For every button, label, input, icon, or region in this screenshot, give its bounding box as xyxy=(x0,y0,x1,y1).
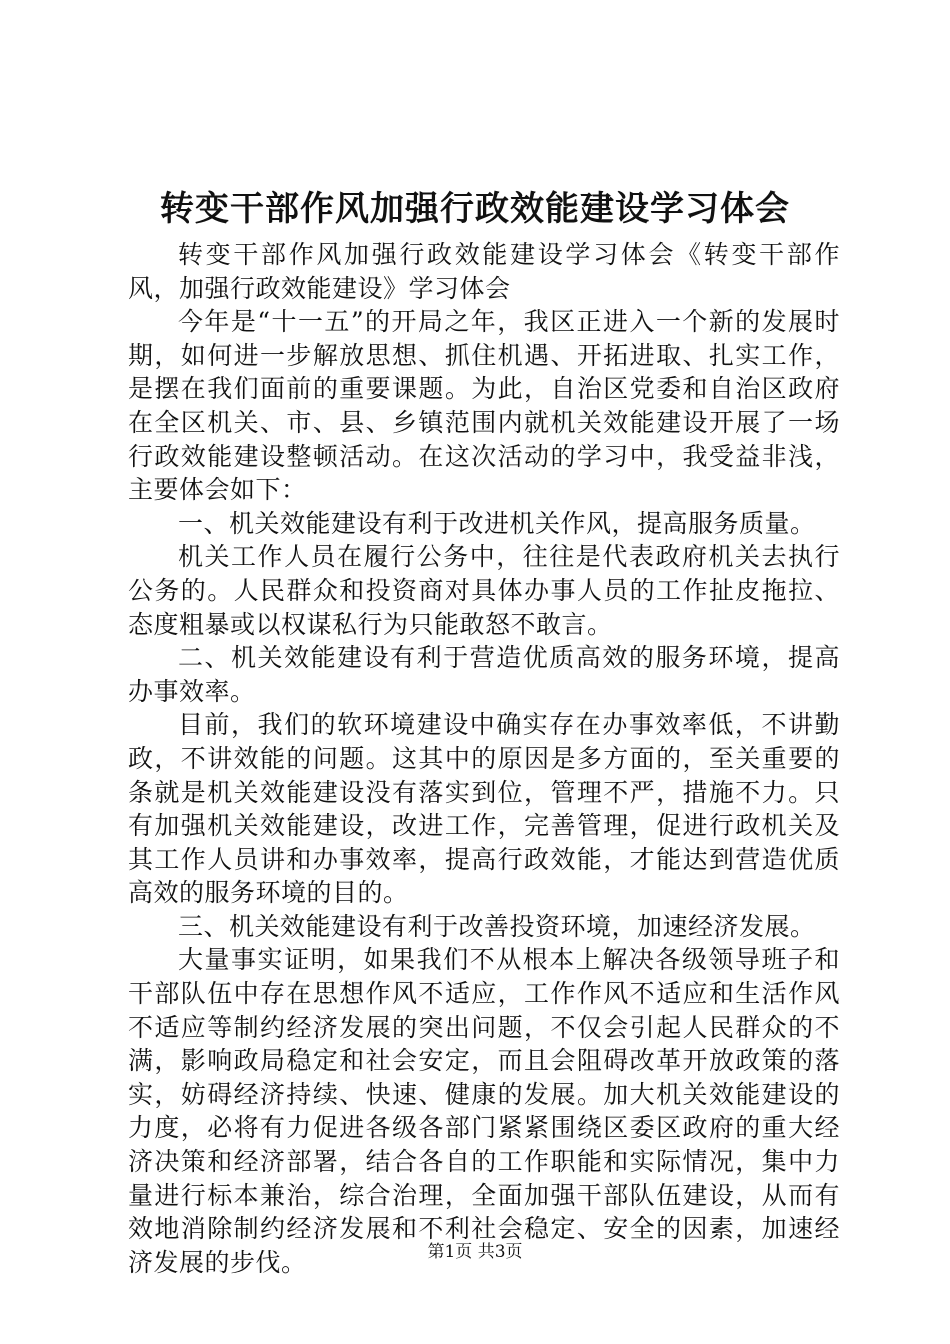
heading-point-one: 一、机关效能建设有利于改进机关作风，提高服务质量。 xyxy=(178,508,816,538)
paragraph-intro: 转变干部作风加强行政效能建设学习体会《转变干部作风，加强行政效能建设》学习体会 xyxy=(128,240,840,303)
paragraph-opening: 今年是“十一五”的开局之年，我区正进入一个新的发展时期，如何进一步解放思想、抓住机遇、开拓进取、扎实工作，是摆在我们面前的重要课题。为此，自治区党委和自治区政府在全区机关、市、县、乡镇范围内就机关效能建设开展了一场行政效能建设整顿活动。在这次活动的学习中，我受益非浅，主要体会如下： xyxy=(128,307,840,505)
page-number-footer: 第1页 共3页 xyxy=(427,1242,523,1262)
heading-point-three: 三、机关效能建设有利于改善投资环境，加速经济发展。 xyxy=(178,911,816,941)
document-title: 转变干部作风加强行政效能建设学习体会 xyxy=(160,189,790,229)
paragraph-point-two: 目前，我们的软环境建设中确实存在办事效率低，不讲勤政，不讲效能的问题。这其中的原因是多方面的，至关重要的条就是机关效能建设没有落实到位，管理不严，措施不力。只有加强机关效能建设，改进工作，完善管理，促进行政机关及其工作人员讲和办事效率，提高行政效能，才能达到营造优质高效的服务环境的目的。 xyxy=(128,710,840,908)
document-body xyxy=(128,238,840,1279)
paragraph-point-three: 大量事实证明，如果我们不从根本上解决各级领导班子和干部队伍中存在思想作风不适应，工作作风不适应和生活作风不适应等制约经济发展的突出问题，不仅会引起人民群众的不满，影响政局稳定和社会安定，而且会阻碍改革开放政策的落实，妨碍经济持续、快速、健康的发展。加大机关效能建设的力度，必将有力促进各级各部门紧紧围绕区委区政府的重大经济决策和经济部署，结合各自的工作职能和实际情况，集中力量进行标本兼治，综合治理，全面加强干部队伍建设，从而有效地消除制约经济发展和不利社会稳定、安全的因素，加速经济发展的步伐。 xyxy=(128,945,840,1277)
heading-point-two: 二、机关效能建设有利于营造优质高效的服务环境，提高办事效率。 xyxy=(128,643,840,706)
paragraph-point-one: 机关工作人员在履行公务中，往往是代表政府机关去执行公务的。人民群众和投资商对具体办事人员的工作扯皮拖拉、态度粗暴或以权谋私行为只能敢怒不敢言。 xyxy=(128,542,840,639)
